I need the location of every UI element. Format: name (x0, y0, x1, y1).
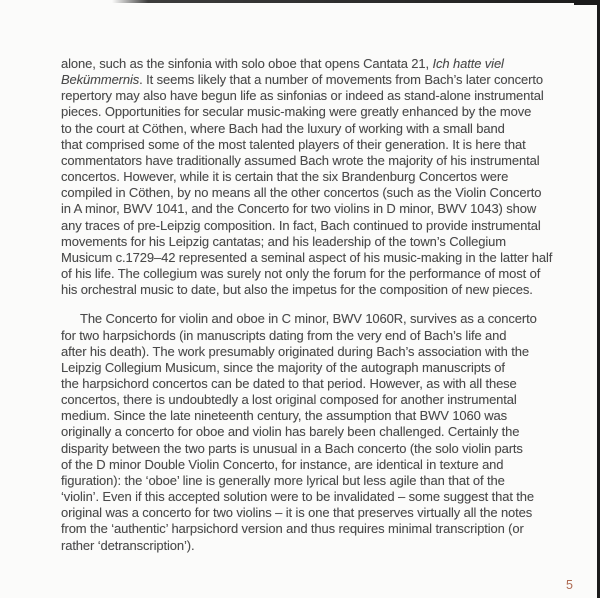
text-line (61, 311, 550, 327)
text-line (61, 266, 550, 282)
text-segment: originally a concerto for oboe and violin has barely been challenged. Certainly the (61, 424, 520, 440)
text-segment: Leipzig Collegium Musicum, since the majority of the autograph manuscripts of (61, 359, 505, 375)
text-line (61, 56, 550, 72)
text-segment: medium. Since the late nineteenth century, the assumption that BWV 1060 was (61, 408, 508, 424)
text-segment: The Concerto for violin and oboe in C minor, BWV 1060R, survives as a concerto (80, 311, 537, 327)
text-segment: rather ‘detranscription’). (61, 537, 195, 553)
text-line (61, 538, 550, 554)
text-segment: alone, such as the sinfonia with solo oboe that opens Cantata 21, (61, 56, 433, 71)
text-segment: concertos. However, while it is certain that the six Brandenburg Concertos were (61, 169, 509, 185)
text-segment: . It seems likely that a number of movements from Bach’s later concerto (139, 72, 543, 88)
text-line (61, 473, 550, 489)
text-segment: his orchestral music to date, but also the impetus for the composition of new pieces. (61, 282, 533, 298)
paragraph (61, 311, 550, 553)
text-segment: movements for his Leipzig cantatas; and his leadership of the town’s Collegium (61, 233, 506, 249)
text-segment: ‘violin’. Even if this accepted solution were to be invalidated – some suggest that the (61, 489, 535, 505)
text-segment: figuration): the ‘oboe’ line is generally more lyrical but less agile than that of the (61, 472, 505, 488)
text-segment: for two harpsichords (in manuscripts dating from the very end of Bach’s life and (61, 327, 507, 343)
text-segment: after his death). The work presumably originated during Bach’s association with the (61, 343, 529, 359)
text-line (61, 185, 550, 201)
text-segment: that comprised some of the most talented players of their generation. It is here that (61, 136, 526, 152)
text-line (61, 234, 550, 250)
text-line (61, 408, 550, 424)
text-segment: any traces of pre-Leipzig composition. In fact, Bach continued to provide instrumental (61, 217, 541, 233)
text-line (61, 521, 550, 537)
text-segment: to the court at Cöthen, where Bach had the luxury of working with a small band (61, 120, 505, 136)
text-line (61, 153, 550, 169)
text-segment: concertos, there is undoubtedly a lost original composed for another instrumental (61, 392, 517, 408)
text-line (61, 441, 550, 457)
text-line (61, 137, 550, 153)
text-segment: of the D minor Double Violin Concerto, for instance, are identical in texture and (61, 456, 504, 472)
text-line (61, 424, 550, 440)
text-segment: Musicum c.1729–42 represented a seminal aspect of his music-making in the latter half (61, 249, 553, 265)
text-line (61, 489, 550, 505)
text-line (61, 104, 550, 120)
text-line (61, 392, 550, 408)
text-segment: commentators have traditionally assumed Bach wrote the majority of his instrumental (61, 152, 540, 168)
paragraph (61, 56, 553, 298)
italic-text-segment: Ich hatte viel (432, 56, 504, 71)
text-line (61, 457, 550, 473)
text-segment: compiled in Cöthen, by no means all the other concertos (such as the Violin Concerto (61, 185, 542, 201)
text-line (61, 344, 550, 360)
text-segment: repertory may also have begun life as sinfonias or indeed as stand-alone instrumental (61, 88, 544, 104)
text-segment: of his life. The collegium was surely not only the forum for the performance of most of (61, 266, 541, 282)
text-line (61, 88, 550, 104)
text-line (61, 360, 550, 376)
text-block (61, 56, 553, 554)
text-segment: disparity between the two parts is unusual in a Bach concerto (the solo violin parts (61, 440, 523, 456)
text-line (61, 121, 550, 137)
text-segment: the harpsichord concertos can be dated to that period. However, as with all these (61, 375, 517, 391)
text-line (61, 72, 550, 88)
text-line (61, 201, 550, 217)
italic-text-segment: Bekümmernis (61, 72, 140, 88)
page-number: 5 (566, 578, 573, 592)
text-line (61, 328, 550, 344)
text-line (61, 249, 553, 266)
text-segment: original was a concerto for two violins – it is one that preserves virtually all the notes (61, 505, 533, 521)
text-line (61, 169, 550, 185)
text-segment: in A minor, BWV 1041, and the Concerto for two violins in D minor, BWV 1043) show (61, 201, 537, 217)
text-line (61, 505, 550, 521)
text-segment: from the ‘authentic’ harpsichord version and thus requires minimal transcription (or (61, 521, 524, 537)
scan-edge-top (112, 0, 600, 3)
text-segment: pieces. Opportunities for secular music-making were greatly enhanced by the move (61, 104, 532, 120)
text-line (61, 376, 550, 392)
text-line (61, 218, 550, 234)
text-line (61, 282, 550, 298)
